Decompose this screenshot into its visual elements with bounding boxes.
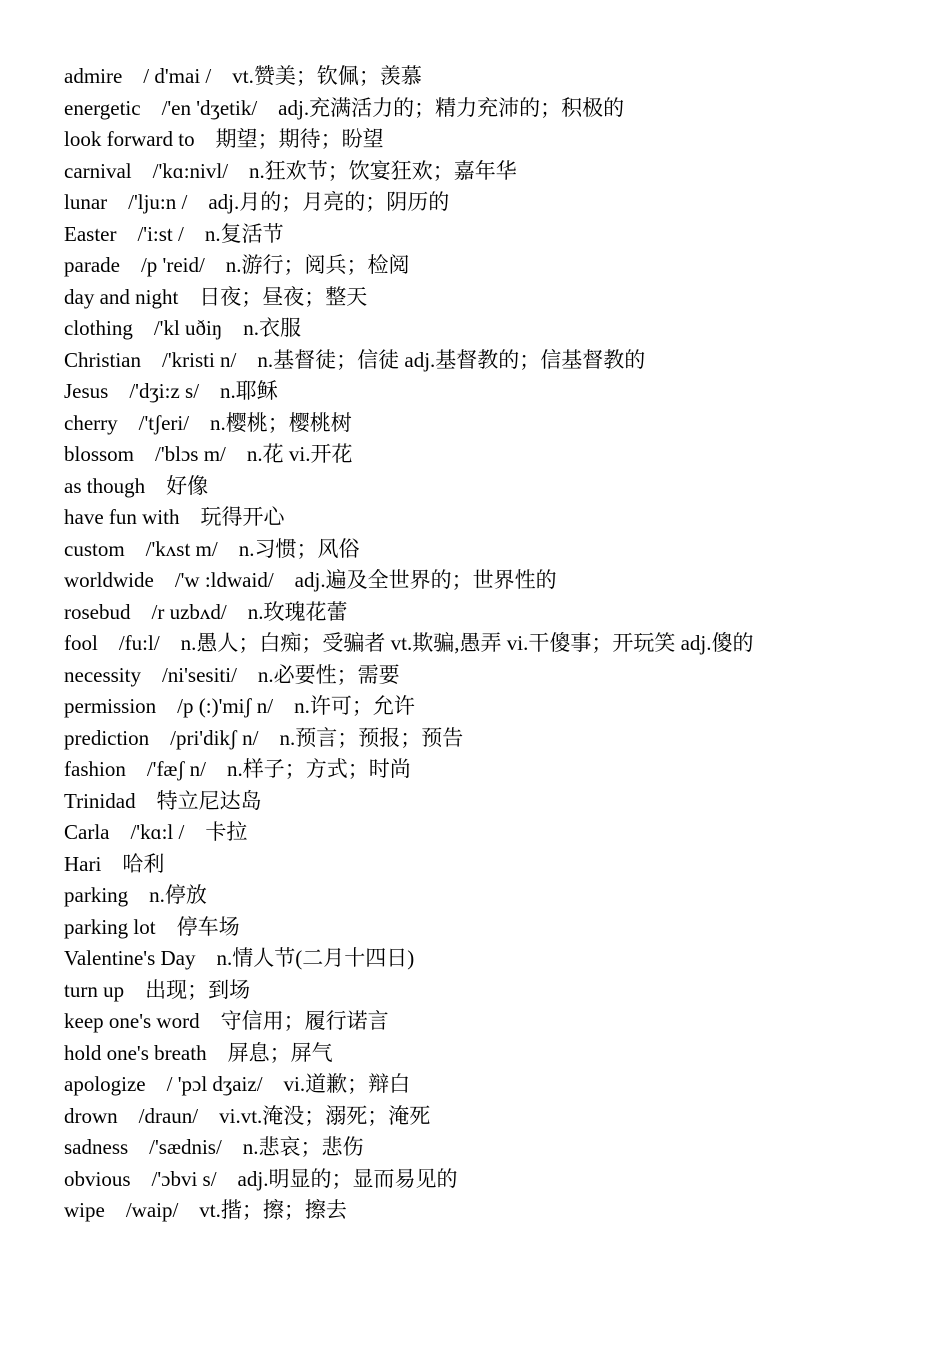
vocab-entry: turn up 出现；到场 xyxy=(64,977,251,1002)
vocab-entry: as though 好像 xyxy=(64,473,209,498)
vocab-entry: wipe /waip/ vt.揩；擦；擦去 xyxy=(64,1198,347,1222)
vocab-entry: apologize / 'pɔl dʒaiz/ vi.道歉；辩白 xyxy=(64,1072,411,1096)
vocab-entry: look forward to 期望；期待；盼望 xyxy=(64,127,384,151)
vocab-entry: obvious /'ɔbvi s/ adj.明显的；显而易见的 xyxy=(64,1166,458,1191)
vocab-entry: drown /draun/ vi.vt.淹没；溺死；淹死 xyxy=(64,1103,431,1128)
vocab-entry: Jesus /'dʒi:z s/ n.耶稣 xyxy=(64,379,278,403)
vocab-entry: permission /p (:)'miʃ n/ n.许可；允许 xyxy=(64,694,415,718)
vocab-entry: day and night 日夜；昼夜；整天 xyxy=(64,284,368,309)
vocab-entry: parking n.停放 xyxy=(64,883,207,907)
vocab-entry: worldwide /'w :ldwaid/ adj.遍及全世界的；世界性的 xyxy=(64,568,557,592)
vocab-entry: sadness /'sædnis/ n.悲哀；悲伤 xyxy=(64,1135,364,1159)
vocab-entry: Carla /'kɑ:l / 卡拉 xyxy=(64,820,248,844)
vocab-entry: carnival /'kɑ:nivl/ n.狂欢节；饮宴狂欢；嘉年华 xyxy=(64,158,517,183)
vocab-entry: energetic /'en 'dʒetik/ adj.充满活力的；精力充沛的；积极的 xyxy=(64,95,625,120)
vocabulary-list xyxy=(64,64,924,1230)
vocab-entry: keep one's word 守信用；履行诺言 xyxy=(64,1009,389,1033)
vocab-entry: Valentine's Day n.情人节(二月十四日) xyxy=(64,946,415,970)
vocab-entry: hold one's breath 屏息；屏气 xyxy=(64,1040,333,1065)
vocab-entry: necessity /ni'sesiti/ n.必要性；需要 xyxy=(64,662,400,687)
vocab-entry: lunar /'lju:n / adj.月的；月亮的；阴历的 xyxy=(64,190,450,214)
vocab-entry: have fun with 玩得开心 xyxy=(64,505,285,529)
vocab-entry: blossom /'blɔs m/ n.花 vi.开花 xyxy=(64,442,353,466)
vocab-entry: Christian /'kristi n/ n.基督徒；信徒 adj.基督教的；信基督教的 xyxy=(64,347,646,372)
vocab-entry: Hari 哈利 xyxy=(64,851,165,876)
vocab-entry: admire / d'mai / vt.赞美；钦佩；羡慕 xyxy=(64,64,422,88)
vocab-entry: fool /fu:l/ n.愚人；白痴；受骗者 vt.欺骗,愚弄 vi.干傻事；开玩笑 adj.傻的 xyxy=(64,631,754,655)
vocab-entry: clothing /'kl uðiŋ n.衣服 xyxy=(64,316,301,340)
vocab-entry: parking lot 停车场 xyxy=(64,914,240,939)
vocab-entry: prediction /pri'dikʃ n/ n.预言；预报；预告 xyxy=(64,725,464,750)
vocab-entry: rosebud /r uzbʌd/ n.玫瑰花蕾 xyxy=(64,599,348,624)
vocab-entry: fashion /'fæʃ n/ n.样子；方式；时尚 xyxy=(64,757,411,781)
vocab-entry: Trinidad 特立尼达岛 xyxy=(64,788,262,813)
vocab-entry: cherry /'tʃeri/ n.樱桃；樱桃树 xyxy=(64,410,352,435)
vocab-entry: custom /'kʌst m/ n.习惯；风俗 xyxy=(64,536,360,561)
vocab-entry: Easter /'i:st / n.复活节 xyxy=(64,221,284,246)
vocab-entry: parade /p 'reid/ n.游行；阅兵；检阅 xyxy=(64,253,410,277)
